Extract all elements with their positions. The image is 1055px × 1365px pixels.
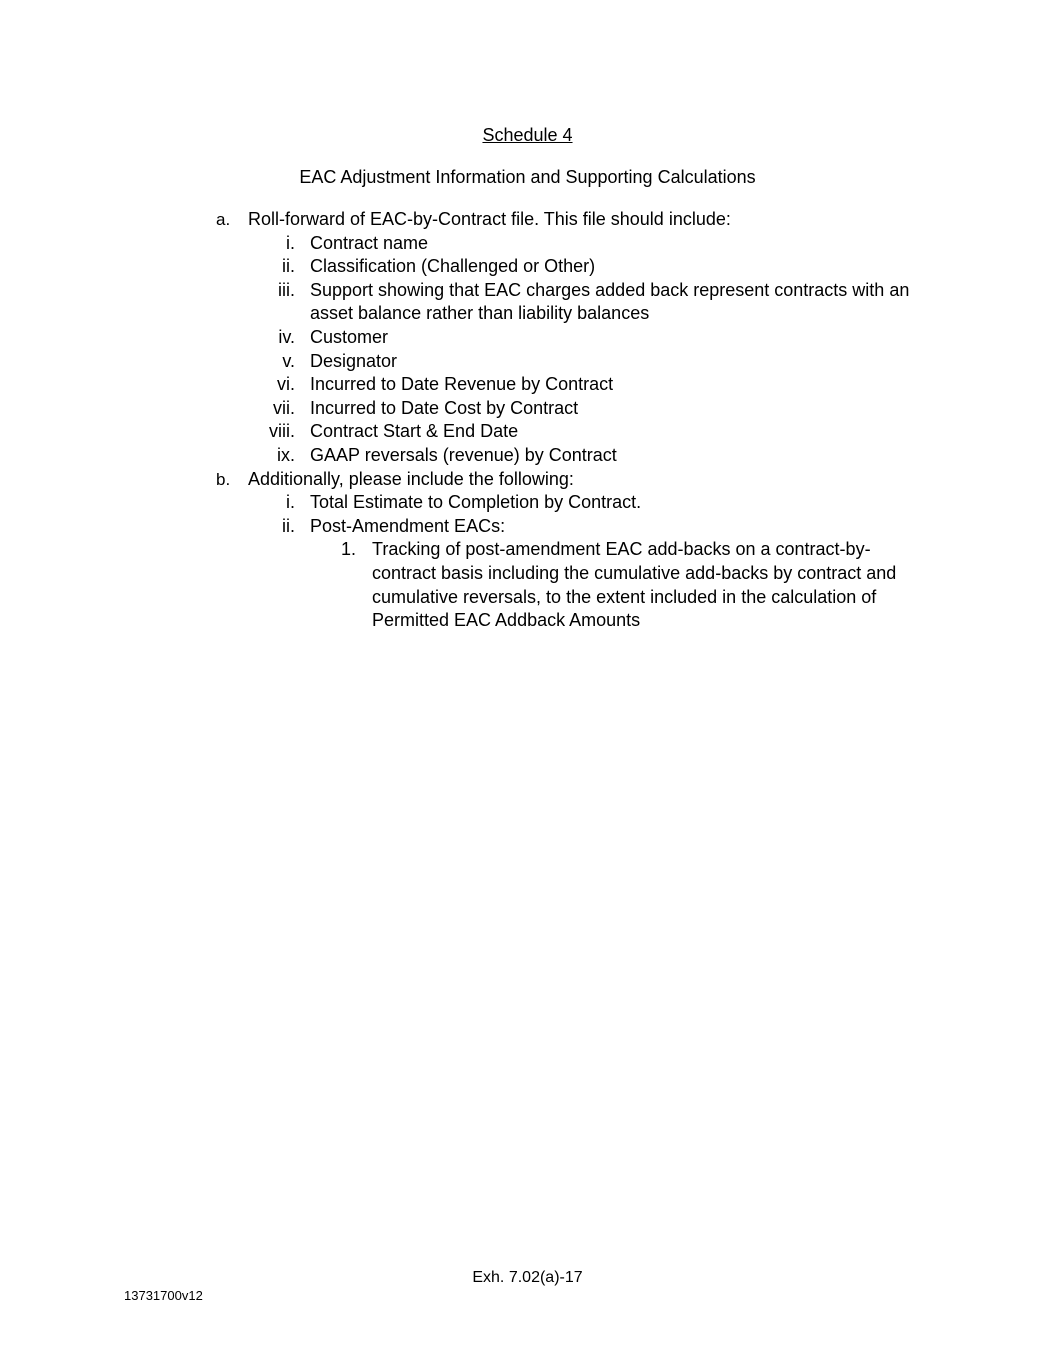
list-marker: vi. xyxy=(277,374,295,395)
sub-item xyxy=(0,326,1055,350)
list-marker: iii. xyxy=(278,279,295,300)
sub-item xyxy=(0,373,1055,397)
list-marker: v. xyxy=(282,350,295,371)
list-item-text: GAAP reversals (revenue) by Contract xyxy=(310,444,617,465)
list-item-a xyxy=(0,208,1055,232)
list-item-text: Total Estimate to Completion by Contract. xyxy=(310,492,642,513)
list-item-text: Incurred to Date Revenue by Contract xyxy=(310,374,614,395)
list-marker: 1. xyxy=(340,539,356,560)
exhibit-label: Exh. 7.02(a)-17 xyxy=(472,1269,583,1286)
sub-item xyxy=(0,279,1055,326)
list-marker: ix. xyxy=(277,444,295,465)
sub-item xyxy=(0,491,1055,515)
requirements-list xyxy=(0,208,1055,633)
list-item-text: Designator xyxy=(310,350,398,371)
list-marker: vii. xyxy=(273,397,295,418)
list-item-text: Additionally, please include the following: xyxy=(248,468,574,489)
sub-item xyxy=(0,515,1055,539)
list-item-text: Post-Amendment EACs: xyxy=(310,515,506,536)
sub-sub-item xyxy=(0,538,1055,632)
list-item-text: Classification (Challenged or Other) xyxy=(310,256,596,277)
sub-item xyxy=(0,420,1055,444)
list-marker: i. xyxy=(286,492,295,513)
list-item-text: Tracking of post-amendment EAC add-backs on a contract-by-contract basis including the cumulative add-backs by contract and cumulative reversals, to the extent included in the calculation of Permitted EAC Addback Amounts xyxy=(372,539,897,631)
sub-item xyxy=(0,350,1055,374)
list-item-text: Roll-forward of EAC-by-Contract file. This file should include: xyxy=(248,209,731,229)
sub-item xyxy=(0,255,1055,279)
schedule-subtitle: EAC Adjustment Information and Supporting Calculations xyxy=(299,167,756,187)
sub-item xyxy=(0,444,1055,468)
sub-item xyxy=(0,397,1055,421)
list-marker: b. xyxy=(216,469,231,489)
list-marker: ii. xyxy=(282,515,295,536)
list-item-text: Support showing that EAC charges added back represent contracts with an asset balance rather than liability balances xyxy=(310,279,910,324)
list-marker: iv. xyxy=(278,326,295,347)
sub-item xyxy=(0,232,1055,256)
list-item-text: Contract name xyxy=(310,232,429,253)
list-item-text: Customer xyxy=(310,326,389,347)
list-marker: ii. xyxy=(282,256,295,277)
list-item-text: Contract Start & End Date xyxy=(310,421,519,442)
schedule-title: Schedule 4 xyxy=(482,125,573,145)
list-marker: a. xyxy=(216,210,231,229)
list-item-text: Incurred to Date Cost by Contract xyxy=(310,397,579,418)
list-item-b xyxy=(0,468,1055,492)
list-marker: i. xyxy=(286,232,295,253)
document-id: 13731700v12 xyxy=(124,1288,203,1303)
list-marker: viii. xyxy=(269,421,295,442)
